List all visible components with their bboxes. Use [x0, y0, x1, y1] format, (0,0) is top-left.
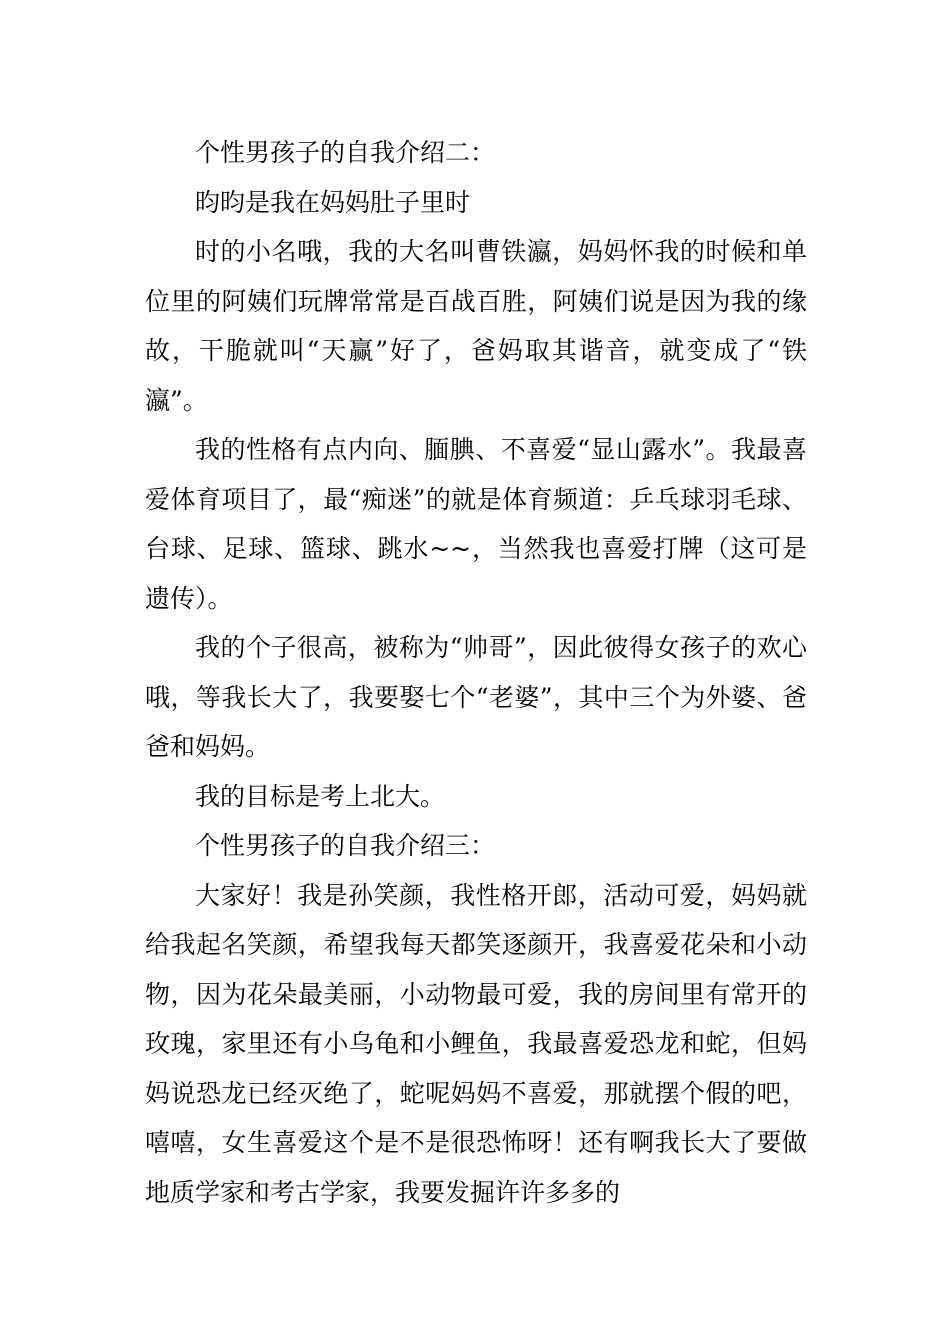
- document-body: [145, 128, 807, 1217]
- heading-intro-three: 个性男孩子的自我介绍三：: [195, 831, 496, 860]
- paragraph-sun-xiaoyan: 大家好！我是孙笑颜，我性格开郎，活动可爱，妈妈就给我起名笑颜，希望我每天都笑逐颜开，我喜爱花朵和小动物，因为花朵最美丽，小动物最可爱，我的房间里有常开的玫瑰，家里还有小乌龟和小鲤鱼，我最喜爱恐龙和蛇，但妈妈说恐龙已经灭绝了，蛇呢妈妈不喜爱，那就摆个假的吧，嘻嘻，女生喜爱这个是不是很恐怖呀！还有啊我长大了要做地质学家和考古学家，我要发掘许许多多的: [145, 880, 807, 1207]
- paragraph-goal: 我的目标是考上北大。: [195, 781, 446, 811]
- heading-intro-two: 个性男孩子的自我介绍二：: [195, 138, 496, 167]
- paragraph-personality: 我的性格有点内向、腼腆、不喜爱“显山露水”。我最喜爱体育项目了，最“痴迷”的就是体育频道：乒乓球羽毛球、台球、足球、篮球、跳水~~，当然我也喜爱打牌（这可是遗传）。: [145, 435, 807, 613]
- paragraph-name-origin: 时的小名哦，我的大名叫曹铁瀛，妈妈怀我的时候和单位里的阿姨们玩牌常常是百战百胜，阿姨们说是因为我的缘故，干脆就叫“天赢”好了，爸妈取其谐音，就变成了“铁瀛”。: [145, 237, 807, 415]
- paragraph-height: 我的个子很高，被称为“帅哥”，因此彼得女孩子的欢心哦，等我长大了，我要娶七个“老婆”，其中三个为外婆、爸爸和妈妈。: [145, 633, 807, 761]
- paragraph-nickname: 昀昀是我在妈妈肚子里时: [195, 187, 471, 217]
